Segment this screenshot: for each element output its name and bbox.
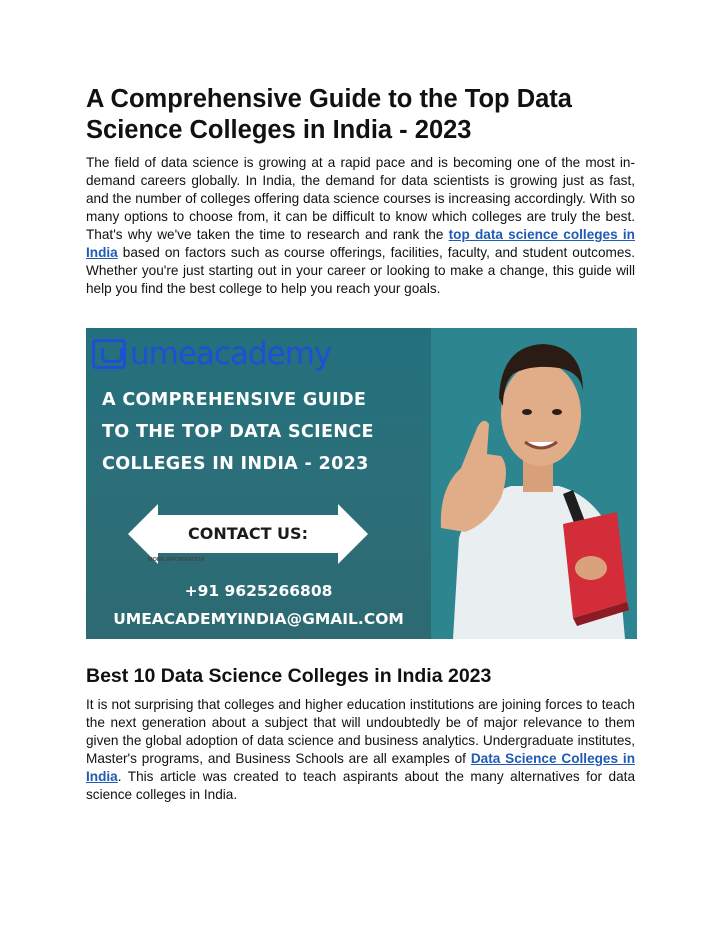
umeacademy-logo — [92, 334, 331, 374]
article-title — [86, 84, 635, 146]
banner-headline-line-1: A COMPREHENSIVE GUIDE — [102, 390, 367, 410]
promo-banner — [86, 328, 637, 639]
title-line-1: A Comprehensive Guide to the Top Data — [86, 85, 572, 113]
contact-email: UMEACADEMYINDIA@GMAIL.COM — [113, 610, 404, 628]
logo-icon — [92, 339, 126, 369]
intro-text-end: based on factors such as course offerings, facilities, faculty, and student outcomes. Whether you're just starting out in your career or looking to make a change, this guide will help you find the best college to help you reach your goals. — [86, 245, 635, 296]
article-intro — [86, 84, 635, 298]
title-line-2: Science Colleges in India - 2023 — [86, 116, 472, 144]
intro-text-start: The field of data science is growing at a rapid pace and is becoming one of the most in-demand careers globally. In India, the demand for data scientists is growing just as fast, and the number of colleges offering data science courses is increasing accordingly. With so many options to choose from, it can be difficult to know which colleges are truly the best. That's why we've taken the time to research and rank the — [86, 155, 635, 242]
more-info-label: MORE INFORMATION — [148, 557, 205, 563]
student-thumbs-up-photo — [431, 328, 637, 639]
data-science-colleges-link[interactable]: Data Science Colleges in India — [86, 751, 635, 784]
banner-headline — [102, 384, 374, 480]
intro-paragraph — [86, 154, 635, 298]
logo-text: umeacademy — [130, 336, 332, 372]
contact-phone: +91 9625266808 — [184, 582, 333, 600]
section-text-end: . This article was created to teach aspirants about the many alternatives for data science colleges in India. — [86, 769, 635, 802]
banner-headline-line-3: COLLEGES IN INDIA - 2023 — [102, 454, 369, 474]
section-text-start: It is not surprising that colleges and higher education institutions are joining forces to teach the next generation about a subject that will undoubtedly be of major relevance to them given the global adoption of data science and business analytics. Undergraduate institutes, Master's programs, and Business Schools are all examples of — [86, 697, 635, 766]
banner-headline-line-2: TO THE TOP DATA SCIENCE — [102, 422, 374, 442]
section-paragraph — [86, 696, 635, 804]
section-best-colleges — [86, 664, 635, 804]
top-colleges-link[interactable]: top data science colleges in India — [86, 227, 635, 260]
section-heading: Best 10 Data Science Colleges in India 2023 — [86, 665, 492, 687]
contact-label: CONTACT US: — [188, 524, 308, 543]
